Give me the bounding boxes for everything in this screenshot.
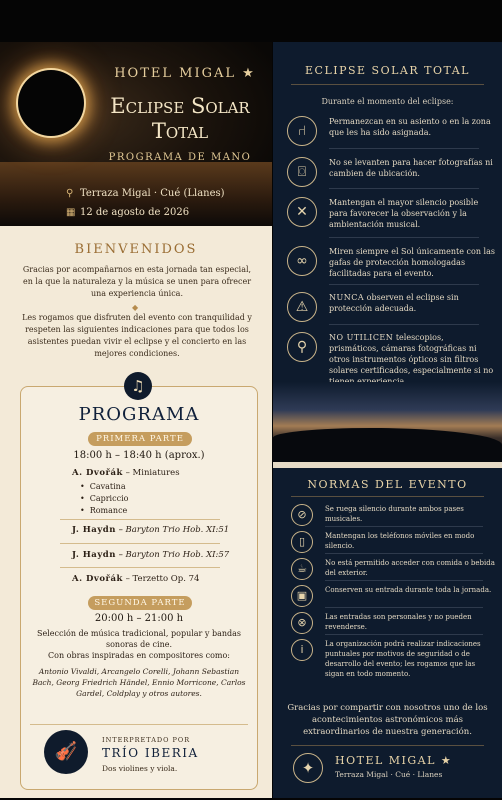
welcome-paragraph-1: Gracias por acompañarnos en esta jornada tan especial, en la que la naturaleza y la música se unen para ofrecer una experiencia única. xyxy=(22,265,252,298)
divider xyxy=(60,519,220,520)
welcome-paragraph-2: Les rogamos que disfruten del evento con tranquilidad y respeten las siguientes indicaciones para que todos los asistentes puedan vivir el eclipse y el concierto en las mejores condiciones. xyxy=(22,313,252,358)
no-resale-icon: ⊗ xyxy=(291,612,313,634)
divider xyxy=(291,745,484,746)
program-item: J. Haydn – Baryton Trio Hob. XI:51 xyxy=(72,525,230,535)
performer-description: Dos violines y viola. xyxy=(102,764,178,773)
camera-icon: ⌼ xyxy=(287,157,317,187)
divider xyxy=(329,324,479,325)
seat-icon: ⑁ xyxy=(287,116,317,146)
divider xyxy=(329,284,479,285)
music-note-icon: ♫ xyxy=(124,372,152,400)
performer-name: TRÍO IBERIA xyxy=(102,746,199,760)
warning-icon: ⚠ xyxy=(287,292,317,322)
part-2-composers: Antonio Vivaldi, Arcangelo Corelli, Johann Sebastian Bach, Georg Friedrich Händel, Ennio Morricone, Carlos Gardel, Coldplay y otros autores. xyxy=(32,667,246,698)
calendar-icon: ▦ xyxy=(66,207,76,218)
right-column: ECLIPSE SOLAR TOTAL Durante el momento del eclipse: ⑁ Permanezcan en su asiento o en la zona que les ha sido asignada. ⌼ No se levanten para hacer fotografías ni cambien de ubicación. ✕ Mantengan el mayor silencio posible para favorecer la observación y la ambientación musical. ∞ Miren siempre el Sol únicamente con las gafas de protección homologadas facilitadas para el evento. ⚠ NUNCA observen el eclipse sin protección adecuada. ⚲ NO UTILICEN telescopios, prismáticos, cámaras fotográficas ni otros instrumentos ópticos sin filtros solares certificados, especialmente si no NORMAS DEL EVENTO ⊘ Se ruega silencio durante ambos pases musicales. ▯ Mantengan los teléfonos móviles en modo silencio. ☕ No está permitido acceder con comida o bebida del exterior. ▣ Conserven su entrada durante toda la jornada. ⊗ Las entradas son personales y no pueden revenderse. i La organización podrá realizar indicaciones puntuales por motivos de seguridad o de desarrollo del evento; les rogamos que las sigan en todo momento. Gracias por compartir con nosotros uno de los acontecimientos astronómicos más extraordinarios de nuestra generación. ✦ HOTEL MIGAL ★ Terraza Migal · Cué · Llanes xyxy=(273,42,502,798)
divider xyxy=(329,237,479,238)
event-date: ▦ 12 de agosto de 2026 xyxy=(66,207,190,218)
phone-icon: ▯ xyxy=(291,531,313,553)
divider xyxy=(325,634,483,635)
divider xyxy=(325,580,483,581)
divider xyxy=(291,496,484,497)
program-item: J. Haydn – Baryton Trio Hob. XI:57 xyxy=(72,550,230,560)
violin-icon: 🎻 xyxy=(44,730,88,774)
divider xyxy=(291,84,484,85)
thanks-message: Gracias por compartir con nosotros uno de los acontecimientos astronómicos más extraordinarios de nuestra generación. xyxy=(287,703,488,737)
ticket-icon: ▣ xyxy=(291,585,313,607)
divider xyxy=(273,462,502,468)
part-2-description: Selección de música tradicional, popular y bandas sonoras de cine. xyxy=(36,629,242,649)
program-item: A. Dvořák – Terzetto Op. 74 xyxy=(72,574,200,584)
program-heading: PROGRAMA xyxy=(78,404,200,425)
divider xyxy=(60,543,220,544)
handbill-page xyxy=(0,42,502,798)
divider xyxy=(329,148,479,149)
movement-item: • Capriccio xyxy=(80,494,128,503)
divider xyxy=(325,526,483,527)
welcome-heading: BIENVENIDOS xyxy=(74,242,198,257)
eclipse-rules-heading: ECLIPSE SOLAR TOTAL xyxy=(305,64,470,77)
part-2-label: SEGUNDA PARTE xyxy=(88,596,192,610)
mute-icon: ✕ xyxy=(287,197,317,227)
event-location: ⚲ Terraza Migal · Cué (Llanes) xyxy=(66,188,225,199)
program-item: A. Dvořák – Miniatures xyxy=(72,468,180,478)
left-column xyxy=(0,42,272,798)
telescope-icon: ⚲ xyxy=(287,332,317,362)
hotel-name: HOTEL MIGAL ★ xyxy=(114,66,256,81)
diamond-divider-icon: ◆ xyxy=(132,303,139,312)
divider xyxy=(60,567,220,568)
location-pin-icon: ⚲ xyxy=(66,188,74,199)
event-title: Eclipse Solar Total xyxy=(110,94,250,143)
star-icon: ✦ xyxy=(293,753,323,783)
divider xyxy=(325,607,483,608)
part-1-label: PRIMERA PARTE xyxy=(88,432,192,446)
part-2-time: 20:00 h – 21:00 h xyxy=(94,613,184,624)
divider xyxy=(325,553,483,554)
footer-location: Terraza Migal · Cué · Llanes xyxy=(335,770,443,779)
no-food-icon: ☕ xyxy=(291,558,313,580)
footer-hotel-name: HOTEL MIGAL ★ xyxy=(335,754,453,767)
part-2-intro: Con obras inspiradas en compositores como: xyxy=(48,651,230,660)
part-1-time: 18:00 h – 18:40 h (aprox.) xyxy=(73,450,205,461)
performer-label: INTERPRETADO POR xyxy=(102,736,191,744)
coastal-landscape-image xyxy=(273,382,502,462)
eclipse-image xyxy=(18,70,84,136)
no-talk-icon: ⊘ xyxy=(291,504,313,526)
event-subtitle: PROGRAMA DE MANO xyxy=(108,152,252,163)
event-rules-heading: NORMAS DEL EVENTO xyxy=(307,478,468,491)
movement-item: • Cavatina xyxy=(80,482,126,491)
movement-item: • Romance xyxy=(80,506,127,515)
eclipse-rules-intro: Durante el momento del eclipse: xyxy=(321,97,454,106)
hero-banner xyxy=(0,42,272,226)
info-icon: i xyxy=(291,639,313,661)
divider xyxy=(329,188,479,189)
glasses-icon: ∞ xyxy=(287,246,317,276)
